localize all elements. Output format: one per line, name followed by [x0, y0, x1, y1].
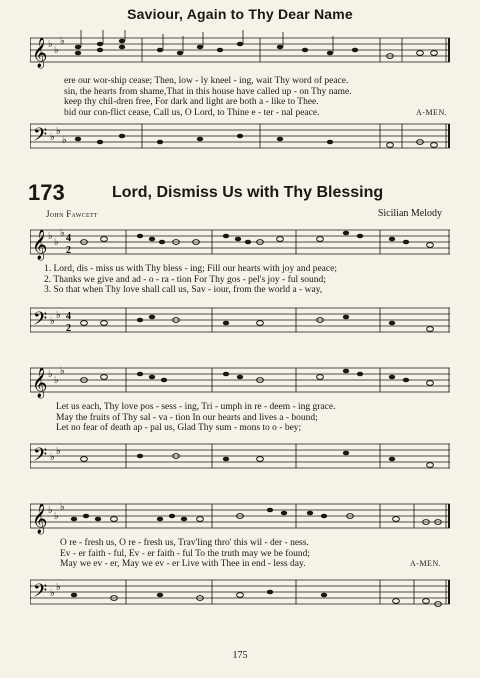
- svg-text:♭: ♭: [56, 126, 61, 137]
- lyric-text: May we ev - er, May we ev - er Live with Thee in end - less day.: [60, 559, 306, 569]
- svg-text:♭: ♭: [60, 502, 65, 513]
- lyric-line: [60, 559, 480, 570]
- system3-lyrics: [60, 538, 480, 570]
- lyric-line: O re - fresh us, O re - fresh us, Trav'ling thro' this wil - der - ness.: [60, 538, 309, 548]
- svg-text:2: 2: [66, 245, 71, 256]
- svg-text:𝄢: 𝄢: [33, 309, 48, 334]
- svg-text:♭: ♭: [48, 231, 53, 242]
- top-hymn-title: Saviour, Again to Thy Dear Name: [127, 6, 353, 22]
- svg-text:♭: ♭: [48, 505, 53, 516]
- svg-text:4: 4: [66, 233, 71, 244]
- system1-bass-staff: [30, 302, 450, 338]
- lyric-line: Let no fear of death ap - pal us, Glad Thy sum - mons to o - bey;: [56, 423, 302, 433]
- tune-name: Sicilian Melody: [377, 208, 442, 219]
- svg-text:♭: ♭: [60, 228, 65, 239]
- lyric-line: [64, 108, 454, 119]
- top-treble-staff: [30, 30, 450, 74]
- amen-label: A-MEN.: [410, 559, 442, 568]
- svg-text:♭: ♭: [54, 375, 59, 386]
- svg-text:𝄞: 𝄞: [32, 504, 48, 534]
- svg-text:♭: ♭: [60, 36, 65, 47]
- hymn-number: 173: [28, 180, 65, 205]
- svg-text:𝄞: 𝄞: [32, 230, 48, 260]
- lyric-line: Let us each, Thy love pos - sess - ing, Tri - umph in re - deem - ing grace.: [56, 402, 336, 412]
- lyric-line: keep thy chil-dren free, For dark and light are both a - like to Thee.: [64, 97, 319, 107]
- svg-text:𝄢: 𝄢: [33, 445, 48, 470]
- svg-text:♭: ♭: [48, 369, 53, 380]
- top-hymn-lyrics: [64, 76, 454, 118]
- lyric-line: 2. Thanks we give and ad - o - ra - tion For Thy gos - pel's joy - ful sound;: [44, 274, 326, 285]
- lyric-text: bid our con-flict cease, Call us, O Lord, to Thine e - ter - nal peace.: [64, 107, 320, 118]
- svg-text:2: 2: [66, 323, 71, 334]
- svg-text:𝄢: 𝄢: [33, 125, 48, 150]
- lyric-line: May the fruits of Thy sal - va - tion In our hearts and lives a - bound;: [56, 412, 318, 423]
- system1-treble-staff: [30, 222, 450, 262]
- lyric-line: ere our wor-ship cease; Then, low - ly kneel - ing, wait Thy word of peace.: [64, 76, 349, 86]
- hymn-title: Lord, Dismiss Us with Thy Blessing: [112, 184, 384, 201]
- system3-treble-staff: [30, 496, 450, 536]
- svg-text:♭: ♭: [54, 45, 59, 56]
- svg-text:♭: ♭: [60, 366, 65, 377]
- lyric-line: 1. Lord, dis - miss us with Thy bless - ing; Fill our hearts with joy and peace;: [44, 264, 337, 274]
- svg-text:𝄢: 𝄢: [33, 581, 48, 606]
- svg-text:♭: ♭: [56, 310, 61, 321]
- system3-bass-staff: [30, 574, 450, 610]
- hymn-author: John Fawcett: [46, 209, 98, 219]
- svg-text:♭: ♭: [56, 446, 61, 457]
- lyric-line: 3. So that when Thy love shall call us, Sav - iour, from the world a - way,: [44, 285, 323, 295]
- svg-text:𝄞: 𝄞: [32, 368, 48, 398]
- svg-text:♭: ♭: [54, 511, 59, 522]
- lyric-line: sin, the hearts from shame,That in this house have called up - on Thy name.: [64, 86, 352, 97]
- svg-text:♭: ♭: [62, 135, 67, 146]
- svg-text:4: 4: [66, 311, 71, 322]
- lyric-line: Ev - er faith - ful, Ev - er faith - ful To the truth may we be found;: [60, 548, 311, 559]
- top-bass-staff: [30, 118, 450, 158]
- amen-label: A-MEN.: [416, 107, 448, 117]
- page-number: 175: [232, 650, 248, 661]
- svg-text:♭: ♭: [56, 582, 61, 593]
- svg-text:♭: ♭: [54, 237, 59, 248]
- svg-text:𝄞: 𝄞: [32, 38, 48, 68]
- svg-text:♭: ♭: [48, 39, 53, 50]
- system2-bass-staff: [30, 438, 450, 474]
- system2-lyrics: [56, 402, 476, 434]
- system2-treble-staff: [30, 360, 450, 400]
- svg-text:♭: ♭: [50, 132, 55, 143]
- system1-lyrics: [44, 264, 464, 296]
- svg-text:♭: ♭: [50, 588, 55, 599]
- svg-text:♭: ♭: [50, 452, 55, 463]
- svg-text:♭: ♭: [50, 316, 55, 327]
